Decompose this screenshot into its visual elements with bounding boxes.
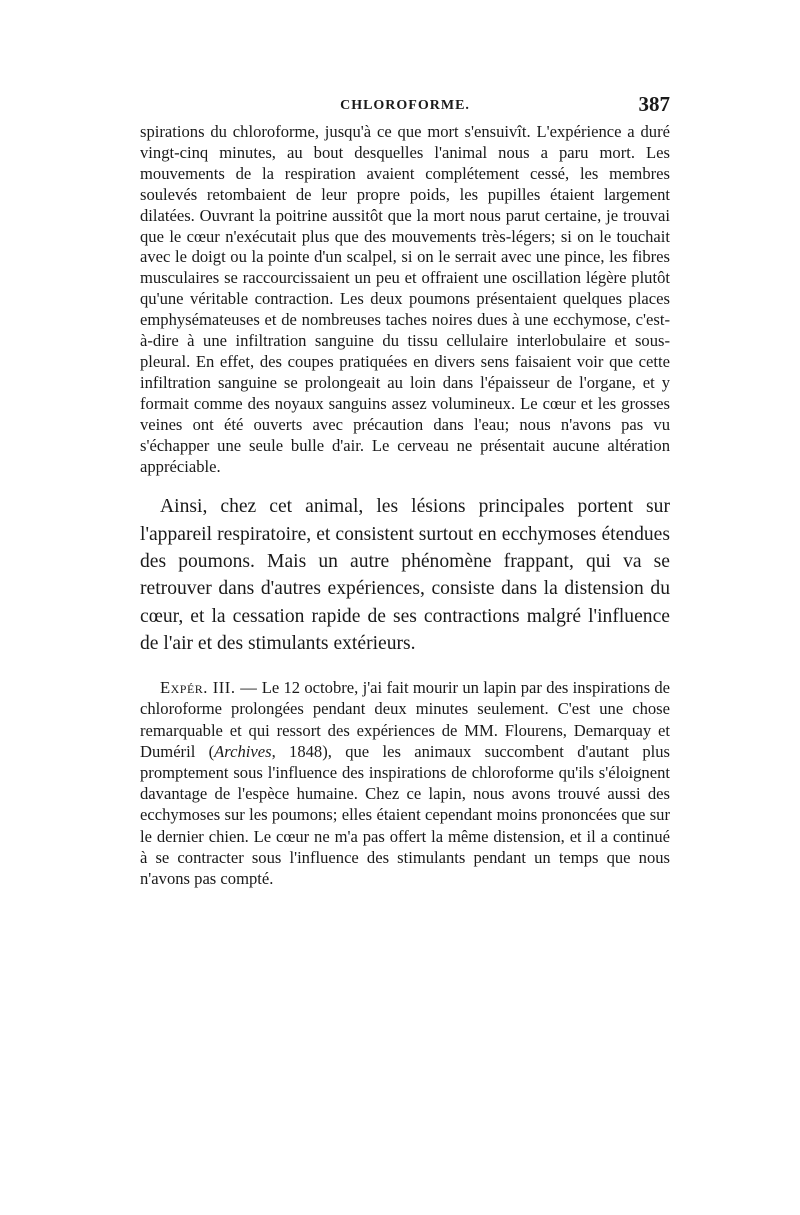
experiment-text-b: , 1848), que les animaux succombent d'autant plus promptement sous l'influence des inspirations de chloroforme qu'ils s'éloignent davantage de l'espèce humaine. Chez ce lapin, nous avons trouvé aussi des ecchymoses sur les poumons; elles étaient cependant moins prononcées que sur le dernier chien. Le cœur ne m'a pas offert la même distension, et il a continué à se contracter sous l'influence des stimulants pendant un temps que nous n'avons pas compté. [140,741,670,889]
page-number: 387 [638,92,670,116]
paragraph-experiment-iii [140,677,670,889]
citation-archives: Archives [214,741,272,761]
page-header [140,92,670,122]
experiment-text-a: Le 12 octobre, j'ai fait mourir un lapin par des inspirations de chloroforme prolongées pendant deux minutes seulement. C'est une chose remarquable et qui ressort des expériences de MM. Flourens, Demarquay et Duméril ( [140,678,671,761]
paragraph-experiment-continuation: spirations du chloroforme, jusqu'à ce que mort s'ensuivît. L'expérience a duré vingt-cinq minutes, au bout desquelles l'animal nous a paru mort. Les mouvements de la respiration avaient complétement cessé, les membres soulevés retombaient de leur propre poids, les pupilles étaient largement dilatées. Ouvrant la poitrine aussitôt que la mort nous parut certaine, je trouvai que le cœur n'exécutait plus que des mouvements très-légers; si on le touchait avec le doigt ou la pointe d'un scalpel, si on le serrait avec une pince, les fibres musculaires se raccourcissaient un peu et offraient une oscillation légère plutôt qu'une véritable contraction. Les deux poumons présentaient quelques places emphysémateuses et de nombreuses taches noires dues à une ecchymose, c'est-à-dire à une infiltration sanguine du tissu cellulaire interlobulaire et sous-pleural. En effet, des coupes pratiquées en divers sens faisaient voir que cette infiltration sanguine se prolongeait au loin dans l'épaisseur de l'organe, et y formait comme des noyaux sanguins assez volumineux. Le cœur et les grosses veines ont été ouverts avec précaution dans l'eau; nous n'avons pas vu s'échapper une seule bulle d'air. Le cerveau ne présentait aucune altération appréciable. [140,122,670,476]
book-page [140,92,670,889]
paragraph-summary: Ainsi, chez cet animal, les lésions principales portent sur l'appareil respiratoire, et consistent surtout en ecchymoses étendues des poumons. Mais un autre phénomène frappant, qui va se retrouver dans d'autres expériences, consiste dans la distension du cœur, et la cessation rapide de ses contractions malgré l'influence de l'air et des stimulants extérieurs. [140,496,670,654]
experiment-label: Expér. III. — [160,678,258,698]
running-title: CHLOROFORME. [340,98,470,113]
